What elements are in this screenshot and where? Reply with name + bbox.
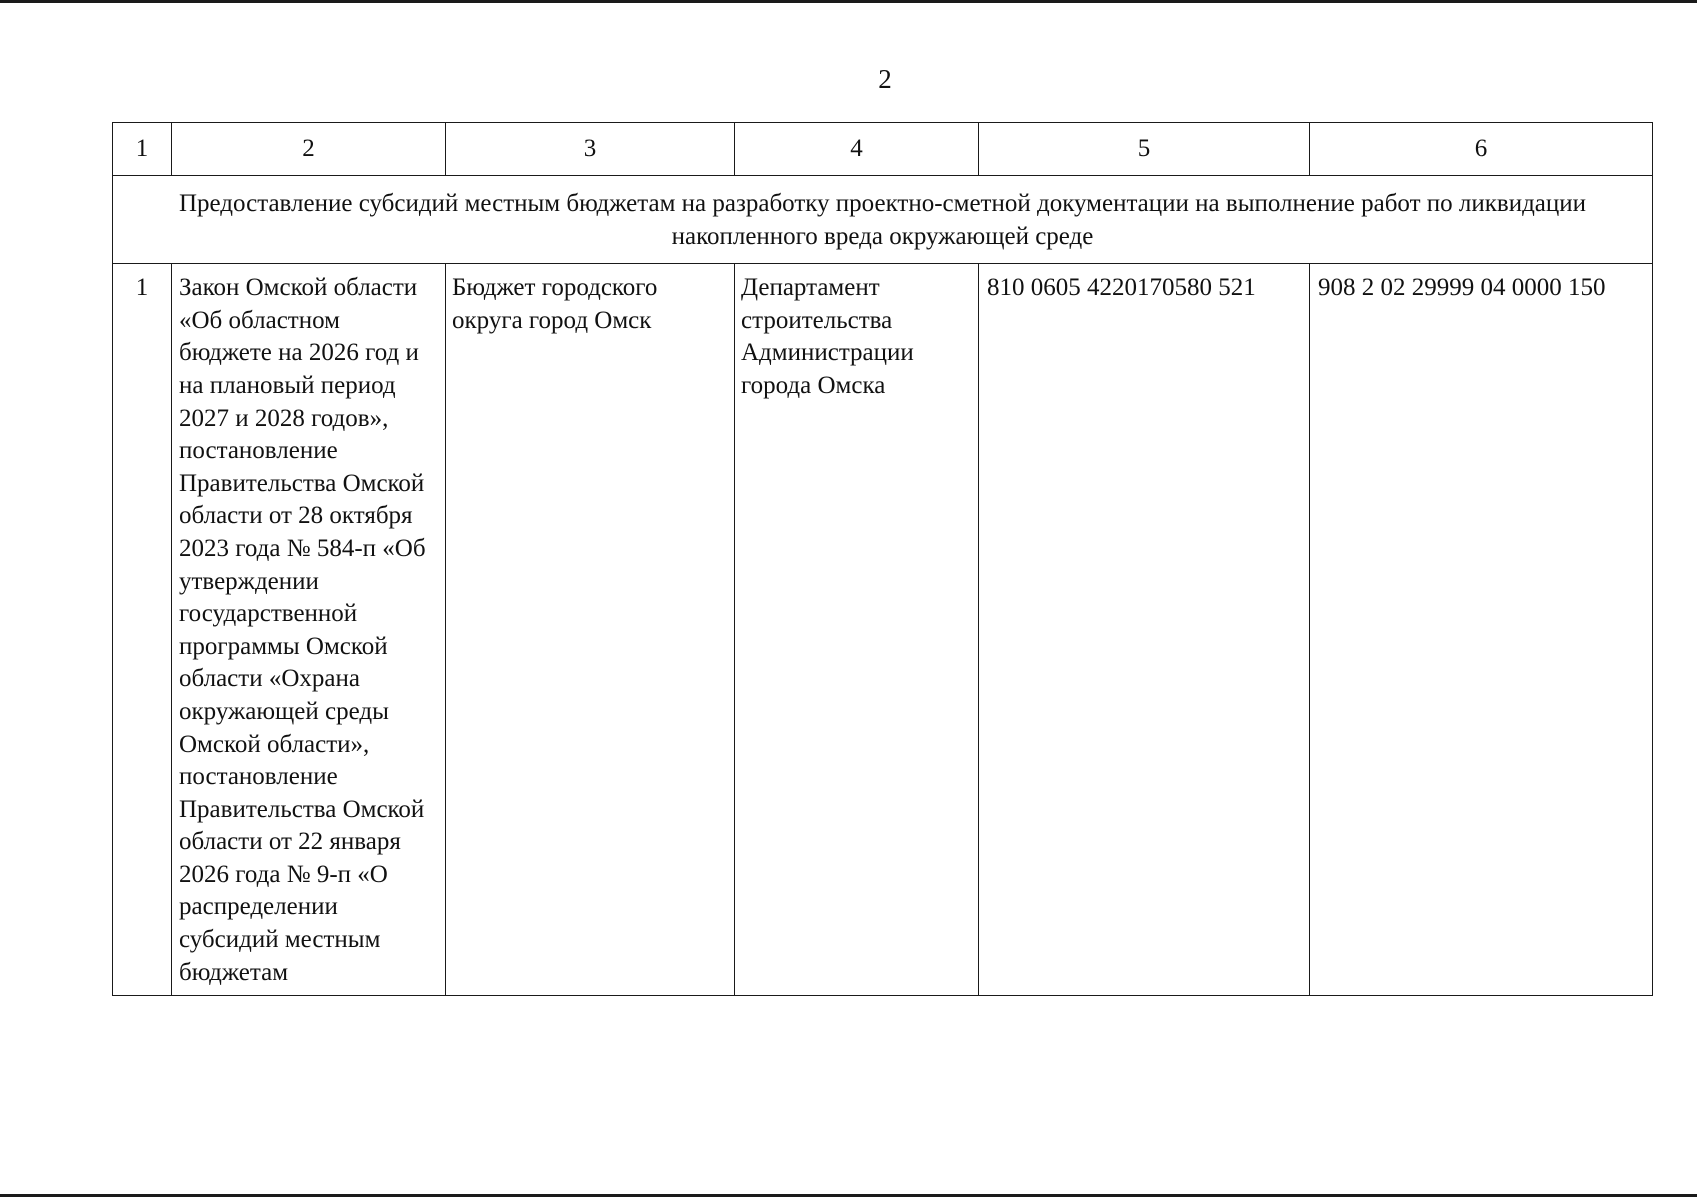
revenue-code-cell: 908 2 02 29999 04 0000 150 <box>1310 264 1653 996</box>
subsidy-table <box>112 122 1653 996</box>
department-cell: Департамент строительства Администрации города Омска <box>735 264 979 996</box>
column-header-6: 6 <box>1310 123 1653 176</box>
section-title: Предоставление субсидий местным бюджетам на разработку проектно-сметной документации на выполнение работ по ликвидации накопленного вреда окружающей среде <box>113 176 1653 264</box>
column-header-5: 5 <box>979 123 1310 176</box>
section-row <box>113 176 1653 264</box>
legal-basis-cell: Закон Омской области «Об областном бюджете на 2026 год и на плановый период 2027 и 2028 годов», постановление Правительства Омской области от 28 октября 2023 года № 584-п «Об утверждении государственной программы Омской области «Охрана окружающей среды Омской области», постановление Правительства Омской области от 22 января 2026 года № 9-п «О распределении субсидий местным бюджетам <box>172 264 446 996</box>
column-header-2: 2 <box>172 123 446 176</box>
expense-code-cell: 810 0605 4220170580 521 <box>979 264 1310 996</box>
column-number-row <box>113 123 1653 176</box>
budget-cell: Бюджет городского округа город Омск <box>446 264 735 996</box>
table-row <box>113 264 1653 996</box>
page-number: 2 <box>878 64 892 94</box>
top-edge-line <box>0 0 1697 3</box>
column-header-3: 3 <box>446 123 735 176</box>
column-header-4: 4 <box>735 123 979 176</box>
bottom-edge-line <box>0 1194 1697 1197</box>
column-header-1: 1 <box>113 123 172 176</box>
row-number-cell: 1 <box>113 264 172 996</box>
